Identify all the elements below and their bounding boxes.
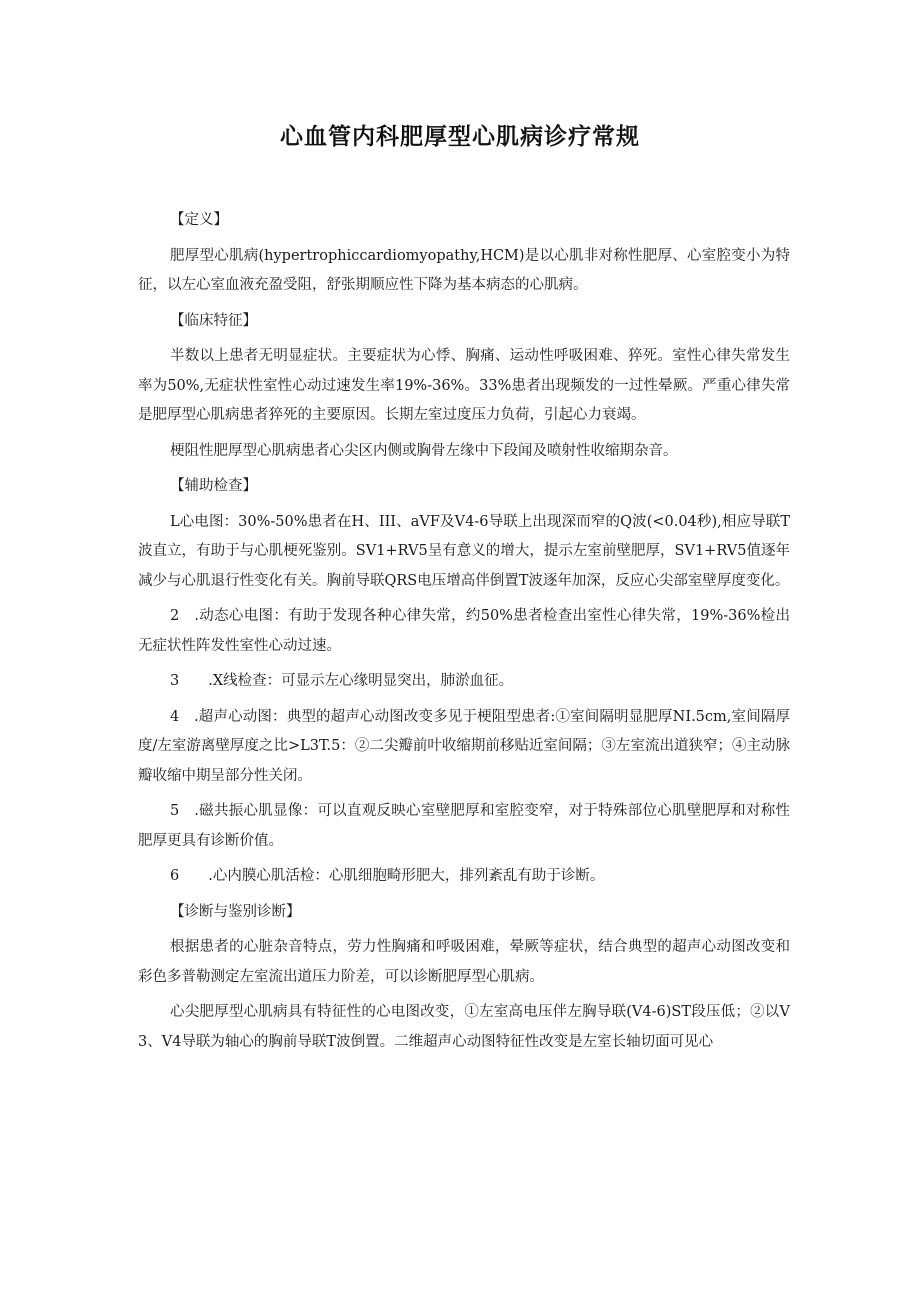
paragraph: 5 .磁共振心肌显像：可以直观反映心室壁肥厚和室腔变窄，对于特殊部位心肌壁肥厚和对称性肥厚更具有诊断价值。 bbox=[138, 803, 790, 849]
document-body bbox=[138, 206, 790, 1063]
paragraph: 2 .动态心电图：有助于发现各种心律失常，约50%患者检查出室性心律失常，19%-36%检出无症状性阵发性室性心动过速。 bbox=[138, 608, 790, 654]
section-heading-clinical: 【临床特征】 bbox=[170, 312, 257, 329]
section-heading-auxiliary: 【辅助检查】 bbox=[170, 478, 257, 494]
paragraph: 根据患者的心脏杂音特点，劳力性胸痛和呼吸困难，晕厥等症状，结合典型的超声心动图改变和彩色多普勒测定左室流出道压力阶差，可以诊断肥厚型心肌病。 bbox=[138, 939, 790, 985]
document-title: 心血管内科肥厚型心肌病诊疗常规 bbox=[280, 124, 640, 150]
paragraph: 4 .超声心动图：典型的超声心动图改变多见于梗阻型患者:①室间隔明显肥厚NI.5cm,室间隔厚度/左室游离壁厚度之比>L3T.5：②二尖瓣前叶收缩期前移贴近室间隔；③左室流出道狭窄；④主动脉瓣收缩中期呈部分性关闭。 bbox=[138, 708, 790, 784]
paragraph: 肥厚型心肌病(hypertrophiccardiomyopathy,HCM)是以心肌非对称性肥厚、心室腔变小为特征，以左心室血液充盈受阻，舒张期顺应性下降为基本病态的心肌病。 bbox=[138, 247, 790, 293]
section-heading-diagnosis: 【诊断与鉴别诊断】 bbox=[170, 903, 301, 920]
paragraph: 梗阻性肥厚型心肌病患者心尖区内侧或胸骨左缘中下段闻及喷射性收缩期杂音。 bbox=[170, 442, 678, 459]
paragraph: 心尖肥厚型心肌病具有特征性的心电图改变，①左室高电压伴左胸导联(V4-6)ST段压低；②以V3、V4导联为轴心的胸前导联T波倒置。二维超声心动图特征性改变是左室长轴切面可见心 bbox=[138, 1004, 790, 1050]
paragraph: 6 .心内膜心肌活检：心肌细胞畸形肥大，排列紊乱有助于诊断。 bbox=[170, 868, 605, 884]
paragraph: 3 .X线检查：可显示左心缘明显突出，肺淤血征。 bbox=[170, 673, 514, 689]
paragraph: L心电图：30%-50%患者在H、III、aVF及V4-6导联上出现深而窄的Q波(<0.04秒),相应导联T波直立，有助于与心肌梗死鉴别。SV1+RV5呈有意义的增大，提示左室前壁肥厚，SV1+RV5值逐年减少与心肌退行性变化有关。胸前导联QRS电压增高伴倒置T波逐年加深，反应心尖部室壁厚度变化。 bbox=[138, 513, 790, 589]
section-heading-definition: 【定义】 bbox=[170, 212, 228, 228]
paragraph: 半数以上患者无明显症状。主要症状为心悸、胸痛、运动性呼吸困难、猝死。室性心律失常发生率为50%,无症状性室性心动过速发生率19%-36%。33%患者出现频发的一过性晕厥。严重心律失常是肥厚型心肌病患者猝死的主要原因。长期左室过度压力负荷，引起心力衰竭。 bbox=[138, 348, 790, 423]
